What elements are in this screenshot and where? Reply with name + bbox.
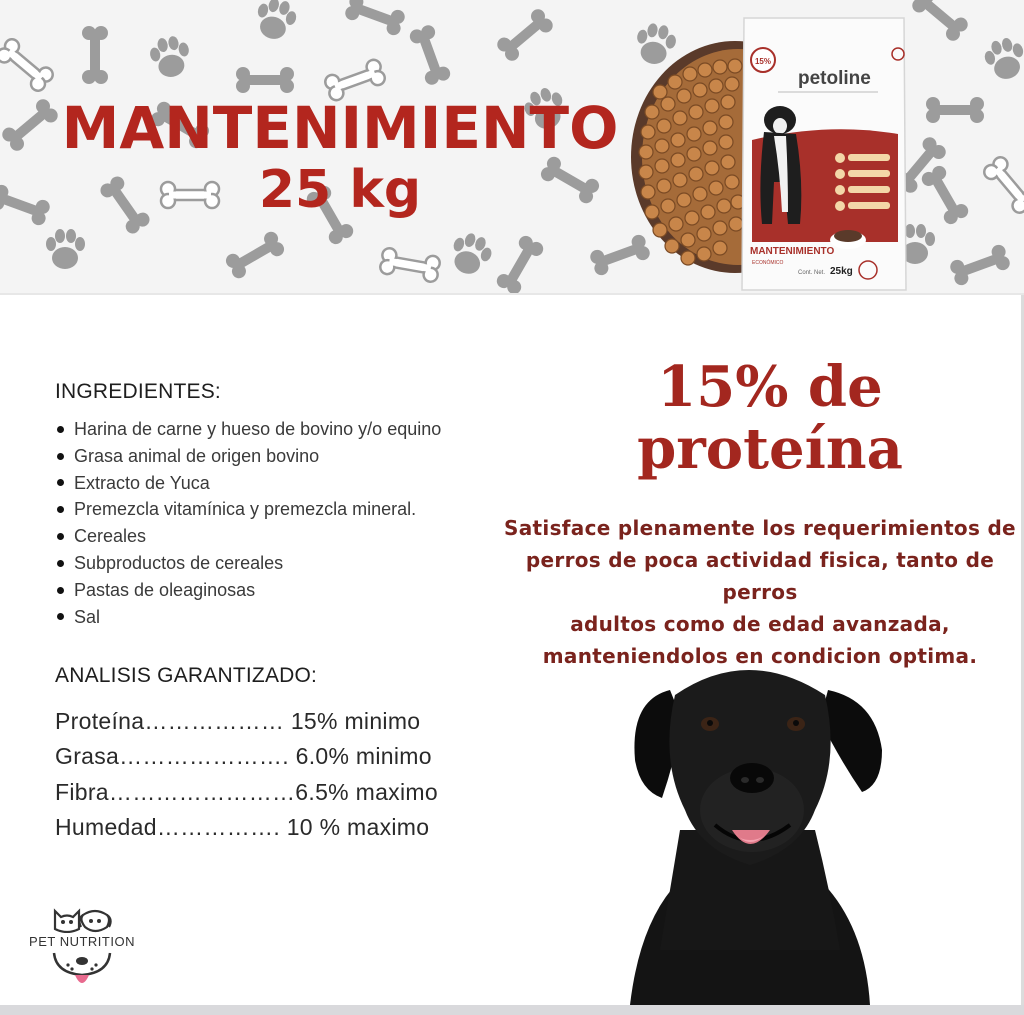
ingredient-text: Sal bbox=[74, 606, 101, 627]
hero-banner bbox=[0, 0, 1024, 293]
list-item bbox=[55, 523, 441, 550]
bullet-icon bbox=[57, 479, 64, 486]
analysis-row-fat: Grasa…………………. 6.0% minimo bbox=[55, 743, 432, 770]
pet-nutrition-logo bbox=[18, 905, 148, 995]
bullet-icon bbox=[57, 506, 64, 513]
description-line: Satisface plenamente los requerimientos de bbox=[504, 516, 1016, 540]
section-divider bbox=[0, 293, 1024, 295]
description-line: adultos como de edad avanzada, bbox=[570, 612, 950, 636]
list-item bbox=[55, 443, 441, 470]
bag-net-label: Cont. Net. bbox=[798, 270, 826, 276]
ingredient-text: Grasa animal de origen bovino bbox=[74, 445, 320, 466]
title-line-1: MANTENIMIENTO bbox=[61, 94, 619, 162]
bullet-icon bbox=[57, 453, 64, 460]
ingredient-text: Extracto de Yuca bbox=[74, 472, 210, 493]
list-item bbox=[55, 496, 441, 523]
bottom-border bbox=[0, 1005, 1024, 1015]
dog-mouth-icon bbox=[48, 949, 118, 991]
analysis-list bbox=[55, 704, 438, 845]
protein-line-2: proteína bbox=[637, 416, 903, 482]
bullet-icon bbox=[57, 587, 64, 594]
description-line: perros de poca actividad fisica, tanto de perros bbox=[525, 548, 995, 604]
ingredient-text: Premezcla vitamínica y premezcla mineral. bbox=[74, 499, 417, 520]
bag-brand: petoline bbox=[798, 68, 871, 89]
ingredient-text: Subproductos de cereales bbox=[74, 552, 284, 573]
product-bag-image bbox=[738, 12, 910, 293]
ingredient-text: Pastas de oleaginosas bbox=[74, 579, 256, 600]
logo-text: PET NUTRITION bbox=[29, 934, 135, 949]
bullet-icon bbox=[57, 560, 64, 567]
analysis-title: ANALISIS GARANTIZADO: bbox=[55, 664, 318, 687]
product-description bbox=[500, 512, 1020, 672]
list-item bbox=[55, 470, 441, 497]
cat-dog-faces-icon bbox=[51, 905, 115, 933]
bag-subvariant: ECONÓMICO bbox=[752, 260, 784, 266]
bag-variant: MANTENIMIENTO bbox=[750, 246, 835, 257]
protein-line-1: 15% de bbox=[657, 354, 883, 420]
banner-title bbox=[60, 95, 620, 219]
analysis-row-protein: Proteína……………… 15% minimo bbox=[55, 708, 421, 734]
protein-headline bbox=[560, 356, 980, 480]
bullet-icon bbox=[57, 533, 64, 540]
analysis-row-moisture: Humedad……………. 10 % maximo bbox=[55, 813, 430, 840]
black-labrador-image bbox=[600, 650, 900, 1005]
bag-net-weight: 25kg bbox=[830, 266, 853, 277]
bullet-icon bbox=[57, 426, 64, 433]
ingredients-list bbox=[55, 416, 441, 630]
bag-badge: 15% bbox=[754, 57, 772, 66]
list-item bbox=[55, 416, 441, 443]
description-line: manteniendolos en condicion optima. bbox=[542, 644, 978, 668]
title-line-2: 25 kg bbox=[258, 160, 422, 220]
bullet-icon bbox=[57, 613, 64, 620]
ingredient-text: Cereales bbox=[74, 526, 147, 547]
ingredient-text: Harina de carne y hueso de bovino y/o equino bbox=[74, 419, 442, 439]
list-item bbox=[55, 577, 441, 604]
list-item bbox=[55, 550, 441, 577]
ingredients-title: INGREDIENTES: bbox=[55, 380, 221, 403]
list-item bbox=[55, 604, 441, 631]
analysis-row-fiber: Fibra……………………6.5% maximo bbox=[55, 778, 438, 805]
